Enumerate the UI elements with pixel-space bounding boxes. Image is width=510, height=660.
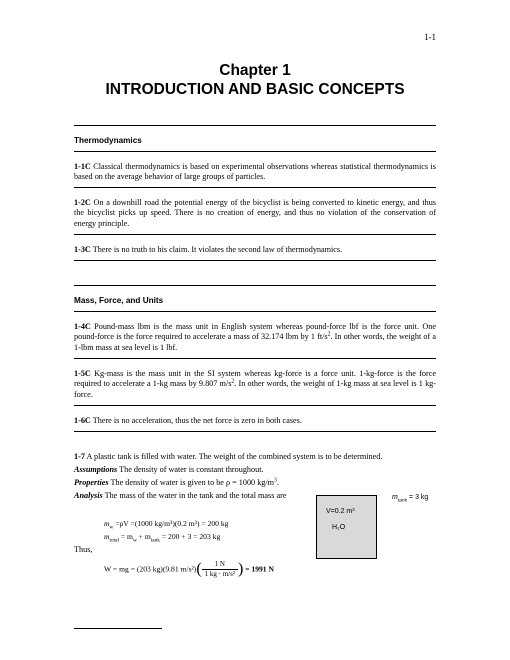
problem-1-7-intro	[74, 452, 382, 462]
problem-number: 1-4C	[74, 322, 91, 331]
problem-text: A plastic tank is filled with water. The weight of the combined system is to be determined.	[84, 452, 383, 461]
divider	[74, 358, 436, 359]
eq-text: = 200 + 3 = 203 kg	[159, 532, 221, 541]
page-number: 1-1	[424, 32, 436, 42]
problem-number: 1-2C	[74, 198, 91, 207]
problem-1-7-analysis	[74, 491, 286, 501]
problem-text: . In other words, the weight of a 1-lbm mass at sea level is 1 lbf.	[74, 332, 436, 352]
divider	[74, 234, 436, 235]
thus-text: Thus,	[74, 545, 93, 554]
problem-text: There is no acceleration, thus the net force is zero in both cases.	[90, 416, 302, 425]
eq-text: = 3 kg	[407, 494, 429, 501]
assumptions-label: Assumptions	[74, 465, 118, 474]
eq-sub: total	[109, 537, 119, 544]
eq-text: =ρV =(1000 kg/m³)(0.2 m³) = 200 kg	[113, 519, 229, 528]
unit-conversion-fraction	[202, 560, 238, 579]
superscript: 2	[327, 331, 331, 338]
problem-number: 1-7	[74, 452, 85, 461]
problem-number: 1-5C	[74, 369, 91, 378]
tank-water-label: H₂O	[332, 524, 346, 531]
problem-1-1c	[74, 162, 436, 183]
eq-sub: tank	[397, 498, 408, 504]
eq-text: = m	[118, 532, 133, 541]
divider	[74, 187, 436, 188]
fraction-denominator: 1 kg · m/s²	[204, 570, 235, 578]
problem-text: There is no truth to his claim. It violates the second law of thermodynamics.	[90, 245, 343, 254]
analysis-label: Analysis	[74, 491, 103, 500]
tank-volume-label: V=0.2 m³	[326, 508, 355, 515]
problem-1-6c	[74, 416, 436, 426]
divider	[74, 405, 436, 406]
tank-mass-label	[392, 494, 429, 504]
superscript: 3	[274, 477, 277, 484]
divider	[74, 311, 436, 312]
eq-var: m	[392, 494, 398, 501]
problem-text: Pound-mass lbm is the mass unit in English system whereas pound-force lbf is the force unit. One pound-force is the force required to accelerate a mass of 32.174 lbm by 1 ft/s	[74, 322, 436, 342]
problem-number: 1-6C	[74, 416, 91, 425]
section-heading-thermodynamics: Thermodynamics	[74, 136, 142, 145]
divider	[74, 260, 436, 261]
equation-weight: W = mg = (203 kg)(9.81 m/s²)( $\frac{1 N}{\text{1 kg · m/s²}}$ ) = 1991 N	[104, 560, 274, 578]
result-value: = 1991 N	[243, 564, 274, 574]
problem-text: Kg-mass is the mass unit in the SI system whereas kg-force is a force unit. 1-kg-force is the force required to accelerate a 1-kg mass by 9.807 m/s	[74, 369, 436, 389]
divider	[74, 151, 436, 152]
problem-text: Classical thermodynamics is based on experimental observations whereas statistical thermodynamics is based on the average behavior of large groups of particles.	[74, 162, 436, 182]
divider	[74, 285, 436, 286]
footnote-rule	[74, 628, 162, 629]
properties-text: The density of water is given to be ρ = 1000 kg/m	[108, 478, 275, 487]
problem-text: . In other words, the weight of 1-kg mass at sea level is 1 kg-force.	[74, 379, 436, 399]
problem-1-3c	[74, 245, 436, 255]
equation-water-mass	[104, 519, 229, 531]
divider	[74, 431, 436, 432]
water-tank-figure	[316, 495, 377, 559]
eq-sub: w	[132, 537, 137, 544]
properties-text-end: .	[276, 478, 279, 487]
eq-sub: w	[109, 524, 114, 531]
divider	[74, 125, 436, 126]
problem-1-5c	[74, 369, 436, 400]
problem-1-4c	[74, 322, 436, 353]
eq-var: m	[104, 519, 110, 528]
assumptions-text: The density of water is constant throughout.	[117, 465, 264, 474]
problem-1-2c	[74, 198, 436, 229]
problem-text: On a downhill road the potential energy of the bicyclist is being converted to kinetic energy, and thus the bicyclist picks up speed. There is no creation of energy, and thus no violation of the conservation of energy principle.	[74, 198, 436, 228]
chapter-title: INTRODUCTION AND BASIC CONCEPTS	[105, 81, 405, 98]
problem-1-7-assumptions	[74, 465, 264, 475]
section-heading-mass-force-units: Mass, Force, and Units	[74, 296, 164, 305]
eq-text: W = mg = (203 kg)(9.81 m/s²)	[104, 564, 197, 574]
eq-var: m	[104, 532, 110, 541]
chapter-label: Chapter 1	[219, 62, 291, 79]
properties-label: Properties	[74, 478, 109, 487]
analysis-text: The mass of the water in the tank and the total mass are	[102, 491, 287, 500]
superscript: 2	[231, 378, 235, 385]
eq-sub: tank	[150, 537, 160, 544]
problem-number: 1-1C	[74, 162, 91, 171]
eq-text: + m	[136, 532, 151, 541]
equation-total-mass	[104, 532, 221, 544]
problem-number: 1-3C	[74, 245, 91, 254]
fraction-numerator: 1 N	[202, 560, 238, 570]
problem-1-7-properties	[74, 478, 279, 488]
